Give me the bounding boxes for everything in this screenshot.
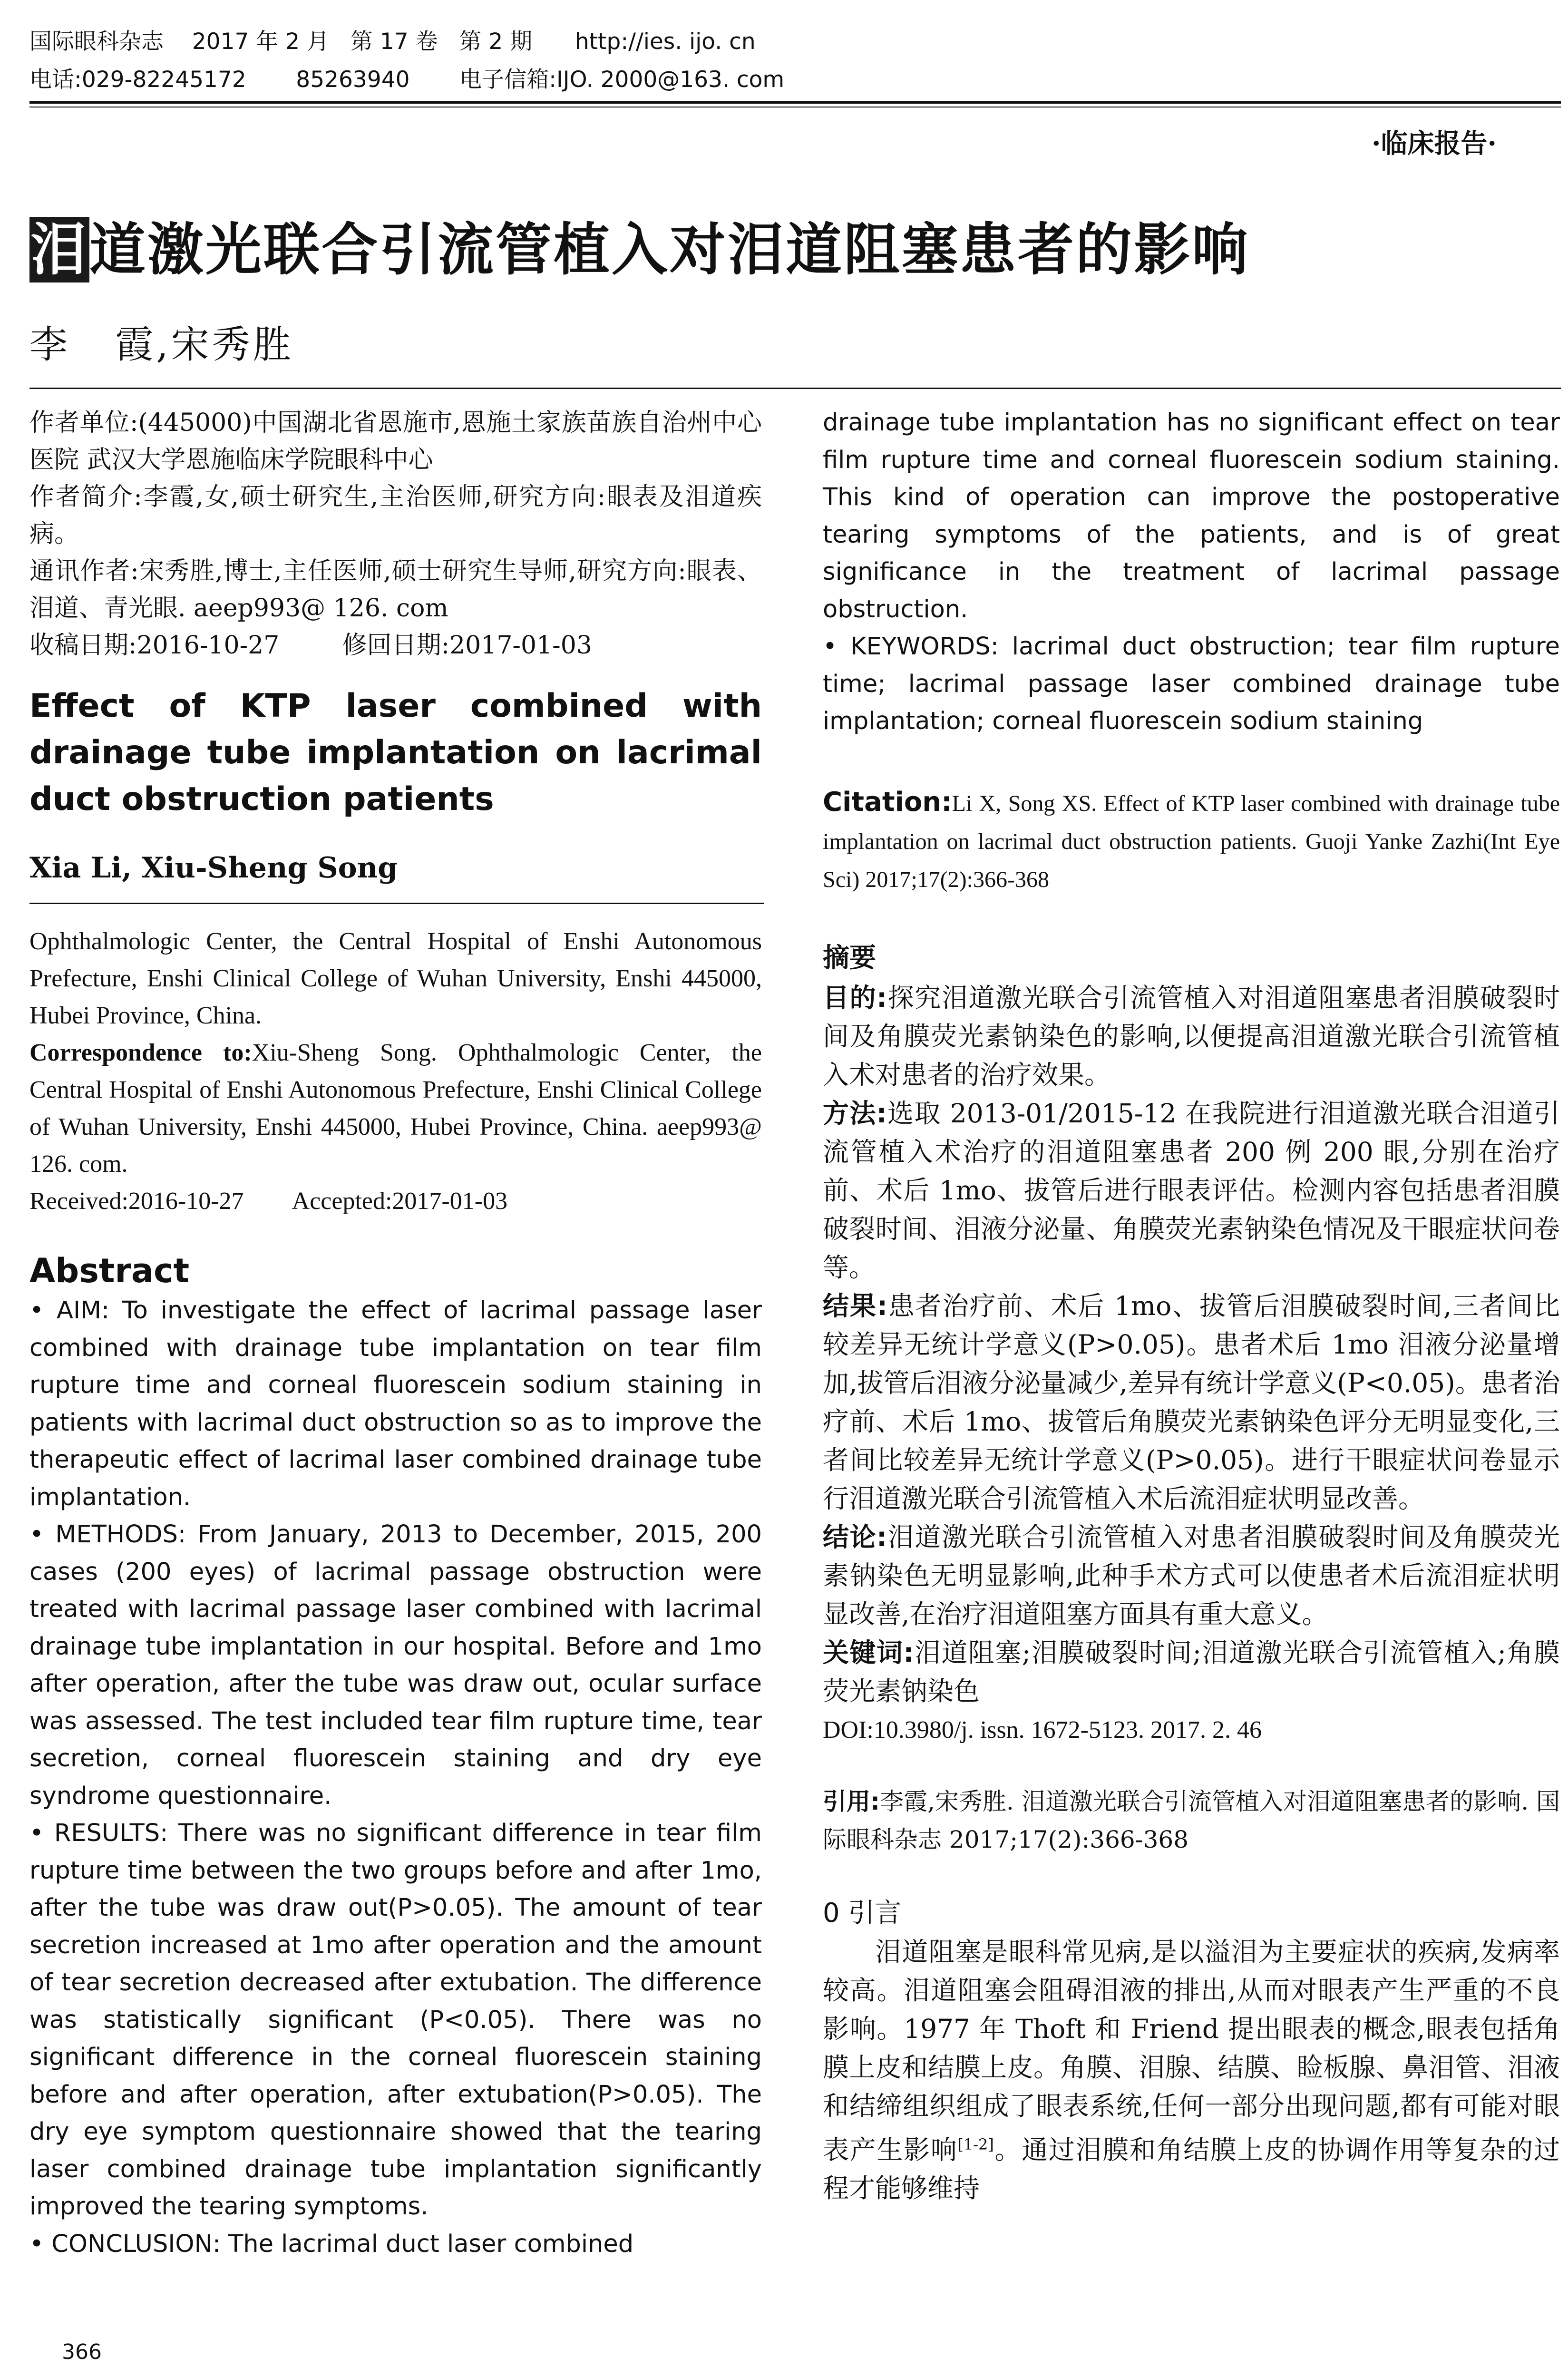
cn-aim-text: 探究泪道激光联合引流管植入对泪道阻塞患者泪膜破裂时间及角膜荧光素钠染色的影响,以便提高泪道激光联合引流管植入术对患者的治疗效果。 (823, 982, 1560, 1090)
authors-cn: 李 霞,宋秀胜 (29, 322, 294, 367)
intro-text: 泪道阻塞是眼科常见病,是以溢泪为主要症状的疾病,发病率较高。泪道阻塞会阻碍泪液的排出,从而对眼表产生严重的不良影响。1977 年 Thoft 和 Friend 提出眼表的概念,眼表包括角膜上皮和结膜上皮。角膜、泪腺、结膜、睑板腺、鼻泪管、泪液和结缔组织组成了眼表系统,任何一部分出现问题,都有可能对眼表产生影响 (823, 1936, 1560, 2165)
cn-results-text: 患者治疗前、术后 1mo、拔管后泪膜破裂时间,三者间比较差异无统计学意义(P>0.05)。患者术后 1mo 泪液分泌量增加,拔管后泪液分泌量减少,差异有统计学意义(P<0.05)。患者治疗前、术后 1mo、拔管后角膜荧光素钠染色评分无明显变化,三者间比较差异无统计学意义(P>0.05)。进行干眼症状问卷显示行泪道激光联合引流管植入术后流泪症状明显改善。 (823, 1290, 1560, 1514)
cn-abstract-keywords (823, 1634, 1560, 1711)
running-header (29, 23, 1551, 99)
authors-en: Xia Li, Xiu-Sheng Song (29, 851, 398, 885)
article-title-cn (29, 205, 1250, 285)
affiliation-en: Ophthalmologic Center, the Central Hospital of Enshi Autonomous Prefecture, Enshi Clinical College of Wuhan University, Enshi 445000, Hubei Province, China. (29, 928, 762, 1029)
intro-text-cont: 。通过泪膜和角结膜上皮的协调作用等复杂的过程才能够维持 (823, 2134, 1560, 2203)
abstract-conclusion-cont: drainage tube implantation has no significant effect on tear film rupture time and corneal fluorescein sodium staining. This kind of operation can improve the postoperative tearing symptoms of the patients, and is of great significance in the treatment of lacrimal passage obstruction. (823, 409, 1560, 623)
abstract-methods: • METHODS: From January, 2013 to December, 2015, 200 cases (200 eyes) of lacrimal passage obstruction were treated with lacrimal passage laser combined with lacrimal drainage tube implantation in our hospital. Before and 1mo after operation, after the tube was draw out, ocular surface was assessed. The test included tear film rupture time, tear secretion, corneal fluorescein staining and dry eye syndrome questionnaire. (29, 1520, 762, 1810)
cn-conclusion-label: 结论: (823, 1521, 887, 1552)
cn-keywords-text: 泪道阻塞;泪膜破裂时间;泪道激光联合引流管植入;角膜荧光素钠染色 (823, 1637, 1560, 1706)
citation-label: Citation: (823, 786, 952, 818)
column-tag: ·临床报告· (1372, 128, 1497, 159)
citation-cn-text: 李霞,宋秀胜. 泪道激光联合引流管植入对泪道阻塞患者的影响. 国际眼科杂志 2017;17(2):366-368 (823, 1787, 1560, 1853)
correspondence-label: Correspondence to: (29, 1039, 252, 1066)
header-rule-thick (29, 101, 1561, 104)
left-column (29, 404, 762, 2263)
cn-methods-text: 选取 2013-01/2015-12 在我院进行泪道激光联合泪道引流管植入术治疗的泪道阻塞患者 200 例 200 眼,分别在治疗前、术后 1mo、拔管后进行眼表评估。检测内容包括患者泪膜破裂时间、泪液分泌量、角膜荧光素钠染色情况及干眼症状问卷等。 (823, 1098, 1560, 1283)
abstract-keywords: • KEYWORDS: lacrimal duct obstruction; tear film rupture time; lacrimal passage laser combined drainage tube implantation; corneal fluorescein sodium staining (823, 633, 1560, 735)
reference-marker: [1-2] (957, 2135, 994, 2153)
corresponding-author: 通讯作者:宋秀胜,博士,主任医师,硕士研究生导师,研究方向:眼表、泪道、青光眼. aeep993@ 126. com (29, 557, 762, 623)
contact-info-line: 电话:029-82245172 85263940 电子信箱:IJO. 2000@163. com (29, 67, 785, 93)
right-column (823, 404, 1560, 2208)
cn-abstract-results (823, 1287, 1560, 1518)
cn-abstract-methods (823, 1094, 1560, 1287)
title-dropcap: 泪 (30, 217, 89, 283)
cn-aim-label: 目的: (823, 982, 887, 1013)
correspondence-en (29, 1034, 762, 1183)
journal-info-line: 国际眼科杂志 2017 年 2 月 第 17 卷 第 2 期 http://ies. ijo. cn (29, 29, 756, 55)
doi: DOI:10.3980/j. issn. 1672-5123. 2017. 2. 46 (823, 1716, 1262, 1744)
intro-heading: 0 引言 (823, 1897, 902, 1929)
author-unit: 作者单位:(445000)中国湖北省恩施市,恩施土家族苗族自治州中心医院 武汉大学恩施临床学院眼科中心 (29, 409, 762, 474)
correspondence-text: Xiu-Sheng Song. Ophthalmologic Center, the Central Hospital of Enshi Autonomous Prefecture, Enshi Clinical College of Wuhan University, Enshi 445000, Hubei Province, China. aeep993@ 126. com. (29, 1039, 762, 1178)
received-accepted-dates: Received:2016-10-27 Accepted:2017-01-03 (29, 1188, 508, 1215)
citation-cn-label: 引用: (823, 1787, 880, 1815)
citation-cn (823, 1783, 1560, 1859)
received-revised-dates: 收稿日期:2016-10-27 修回日期:2017-01-03 (29, 631, 592, 660)
cn-abstract-heading: 摘要 (823, 942, 876, 974)
page-number: 366 (62, 2340, 102, 2364)
cn-methods-label: 方法: (823, 1098, 887, 1129)
cn-results-label: 结果: (823, 1290, 887, 1321)
citation-text: Li X, Song XS. Effect of KTP laser combined with drainage tube implantation on lacrimal duct obstruction patients. Guoji Yanke Zazhi(Int Eye Sci) 2017;17(2):366-368 (823, 790, 1560, 892)
author-bio: 作者简介:李霞,女,硕士研究生,主治医师,研究方向:眼表及泪道疾病。 (29, 483, 762, 548)
abstract-results: • RESULTS: There was no significant difference in tear film rupture time between the two groups before and after 1mo, after the tube was draw out(P>0.05). The amount of tear secretion increased at 1mo after operation and the amount of tear secretion decreased after extubation. The difference was statistically significant (P<0.05). There was no significant difference in the corneal fluorescein staining before and after operation, after extubation(P>0.05). The dry eye symptom questionnaire showed that the tearing laser combined drainage tube implantation significantly improved the tearing symptoms. (29, 1819, 762, 2221)
cn-abstract-conclusion (823, 1518, 1560, 1634)
citation-en (823, 783, 1560, 899)
cn-conclusion-text: 泪道激光联合引流管植入对患者泪膜破裂时间及角膜荧光素钠染色无明显影响,此种手术方式可以使患者术后流泪症状明显改善,在治疗泪道阻塞方面具有重大意义。 (823, 1521, 1560, 1629)
article-title-en: Effect of KTP laser combined with drainage tube implantation on lacrimal duct obstruction patients (29, 687, 762, 818)
abstract-heading: Abstract (29, 1251, 190, 1290)
cn-abstract-aim (823, 979, 1560, 1094)
abstract-aim: • AIM: To investigate the effect of lacrimal passage laser combined with drainage tube implantation on tear film rupture time and corneal fluorescein sodium staining in patients with lacrimal duct obstruction so as to improve the therapeutic effect of lacrimal laser combined drainage tube implantation. (29, 1296, 762, 1511)
title-rest: 道激光联合引流管植入对泪道阻塞患者的影响 (89, 217, 1250, 283)
abstract-conclusion-start: • CONCLUSION: The lacrimal duct laser combined (29, 2230, 634, 2258)
intro-paragraph (823, 1933, 1560, 2208)
authors-rule (29, 903, 764, 904)
cn-keywords-label: 关键词: (823, 1637, 914, 1668)
title-rule (29, 388, 1561, 389)
